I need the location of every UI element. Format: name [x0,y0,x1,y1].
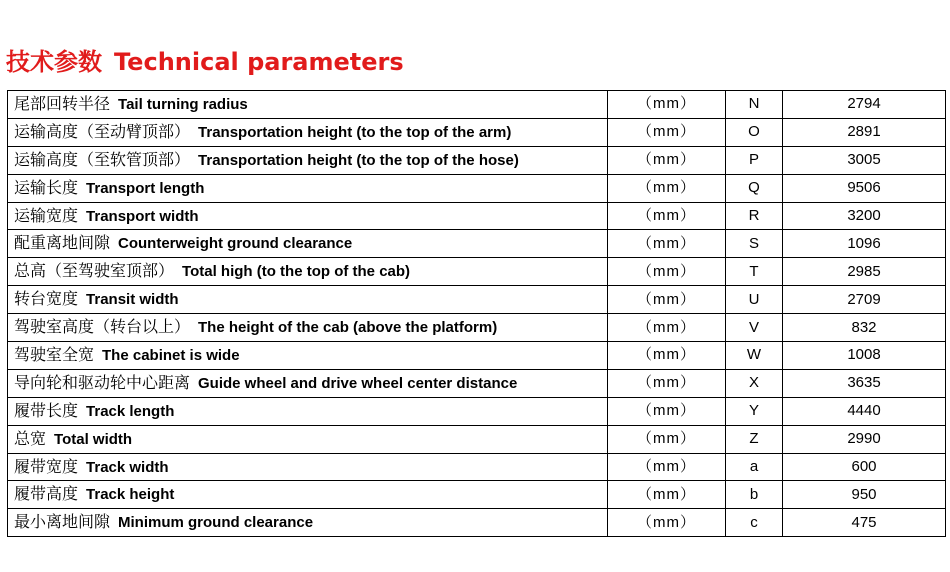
parameter-name-english: Track height [86,486,175,504]
symbol-cell: Q [726,174,783,202]
value-cell: 1096 [783,230,946,258]
value-cell: 1008 [783,342,946,370]
symbol-cell: U [726,286,783,314]
title-chinese: 技术参数 [6,48,102,76]
unit-cell: （mm） [608,286,726,314]
parameter-name-english: Total high (to the top of the cab) [182,263,411,281]
table-row [8,286,946,314]
symbol-cell: X [726,369,783,397]
table-row [8,425,946,453]
value-cell: 3200 [783,202,946,230]
parameter-name-cell [8,369,608,397]
parameter-name-chinese: 转台宽度 [14,289,79,309]
parameter-name-english: Transport length [86,179,205,197]
value-cell: 475 [783,509,946,537]
parameter-name-chinese: 驾驶室高度（转台以上） [14,317,191,337]
parameter-name-english: Minimum ground clearance [118,514,314,532]
parameter-name-chinese: 运输宽度 [14,205,79,225]
parameter-name-english: Tail turning radius [118,95,248,113]
symbol-cell: Y [726,397,783,425]
unit-cell: （mm） [608,397,726,425]
symbol-cell: T [726,258,783,286]
parameter-name-chinese: 总高（至驾驶室顶部） [14,261,175,281]
value-cell: 2990 [783,425,946,453]
parameter-name-cell [8,286,608,314]
parameter-name-cell [8,230,608,258]
table-row [8,481,946,509]
value-cell: 9506 [783,174,946,202]
value-cell: 950 [783,481,946,509]
unit-cell: （mm） [608,509,726,537]
parameter-name-cell [8,342,608,370]
parameter-name-english: Track length [86,402,175,420]
symbol-cell: S [726,230,783,258]
unit-cell: （mm） [608,118,726,146]
parameter-name-chinese: 配重离地间隙 [14,233,111,253]
parameter-name-chinese: 导向轮和驱动轮中心距离 [14,372,191,392]
symbol-cell: R [726,202,783,230]
table-row [8,314,946,342]
parameter-name-english: Guide wheel and drive wheel center distance [198,374,518,392]
value-cell: 3005 [783,146,946,174]
unit-cell: （mm） [608,230,726,258]
unit-cell: （mm） [608,453,726,481]
table-row [8,369,946,397]
page-title [6,46,404,78]
symbol-cell: N [726,91,783,119]
parameter-name-cell [8,425,608,453]
symbol-cell: V [726,314,783,342]
symbol-cell: Z [726,425,783,453]
symbol-cell: O [726,118,783,146]
unit-cell: （mm） [608,314,726,342]
unit-cell: （mm） [608,369,726,397]
table-row [8,397,946,425]
parameters-table [7,90,946,537]
table-row [8,509,946,537]
parameter-name-english: The height of the cab (above the platform) [198,319,498,337]
table-row [8,258,946,286]
symbol-cell: a [726,453,783,481]
parameter-name-english: Transportation height (to the top of the arm) [198,123,512,141]
parameter-name-cell [8,91,608,119]
table-row [8,453,946,481]
parameter-name-english: Transport width [86,207,199,225]
value-cell: 2985 [783,258,946,286]
value-cell: 2891 [783,118,946,146]
table-row [8,202,946,230]
value-cell: 2794 [783,91,946,119]
value-cell: 3635 [783,369,946,397]
unit-cell: （mm） [608,146,726,174]
parameter-name-english: Transit width [86,291,179,309]
unit-cell: （mm） [608,342,726,370]
unit-cell: （mm） [608,258,726,286]
parameter-name-english: The cabinet is wide [102,346,240,364]
parameter-name-cell [8,146,608,174]
parameters-table-body [8,91,946,537]
unit-cell: （mm） [608,91,726,119]
value-cell: 600 [783,453,946,481]
parameter-name-chinese: 最小离地间隙 [14,512,111,532]
parameter-name-cell [8,118,608,146]
unit-cell: （mm） [608,174,726,202]
parameter-name-cell [8,453,608,481]
parameter-name-chinese: 总宽 [14,428,47,448]
table-row [8,174,946,202]
value-cell: 4440 [783,397,946,425]
table-row [8,230,946,258]
value-cell: 2709 [783,286,946,314]
table-row [8,91,946,119]
symbol-cell: c [726,509,783,537]
title-english: Technical parameters [114,48,404,76]
parameter-name-cell [8,481,608,509]
parameter-name-english: Counterweight ground clearance [118,235,353,253]
parameter-name-english: Transportation height (to the top of the hose) [198,151,519,169]
parameter-name-english: Track width [86,458,169,476]
unit-cell: （mm） [608,481,726,509]
parameter-name-english: Total width [54,430,133,448]
value-cell: 832 [783,314,946,342]
parameter-name-cell [8,202,608,230]
table-row [8,342,946,370]
table-row [8,146,946,174]
parameter-name-cell [8,258,608,286]
parameter-name-chinese: 运输高度（至动臂顶部） [14,121,191,141]
parameter-name-chinese: 履带长度 [14,400,79,420]
parameter-name-chinese: 履带高度 [14,484,79,504]
parameter-name-cell [8,174,608,202]
parameter-name-chinese: 履带宽度 [14,456,79,476]
parameter-name-cell [8,509,608,537]
symbol-cell: P [726,146,783,174]
symbol-cell: W [726,342,783,370]
parameter-name-cell [8,397,608,425]
parameter-name-chinese: 驾驶室全宽 [14,344,95,364]
parameter-name-chinese: 运输长度 [14,177,79,197]
parameter-name-chinese: 运输高度（至软管顶部） [14,149,191,169]
parameter-name-chinese: 尾部回转半径 [14,93,111,113]
table-row [8,118,946,146]
parameter-name-cell [8,314,608,342]
unit-cell: （mm） [608,425,726,453]
unit-cell: （mm） [608,202,726,230]
symbol-cell: b [726,481,783,509]
